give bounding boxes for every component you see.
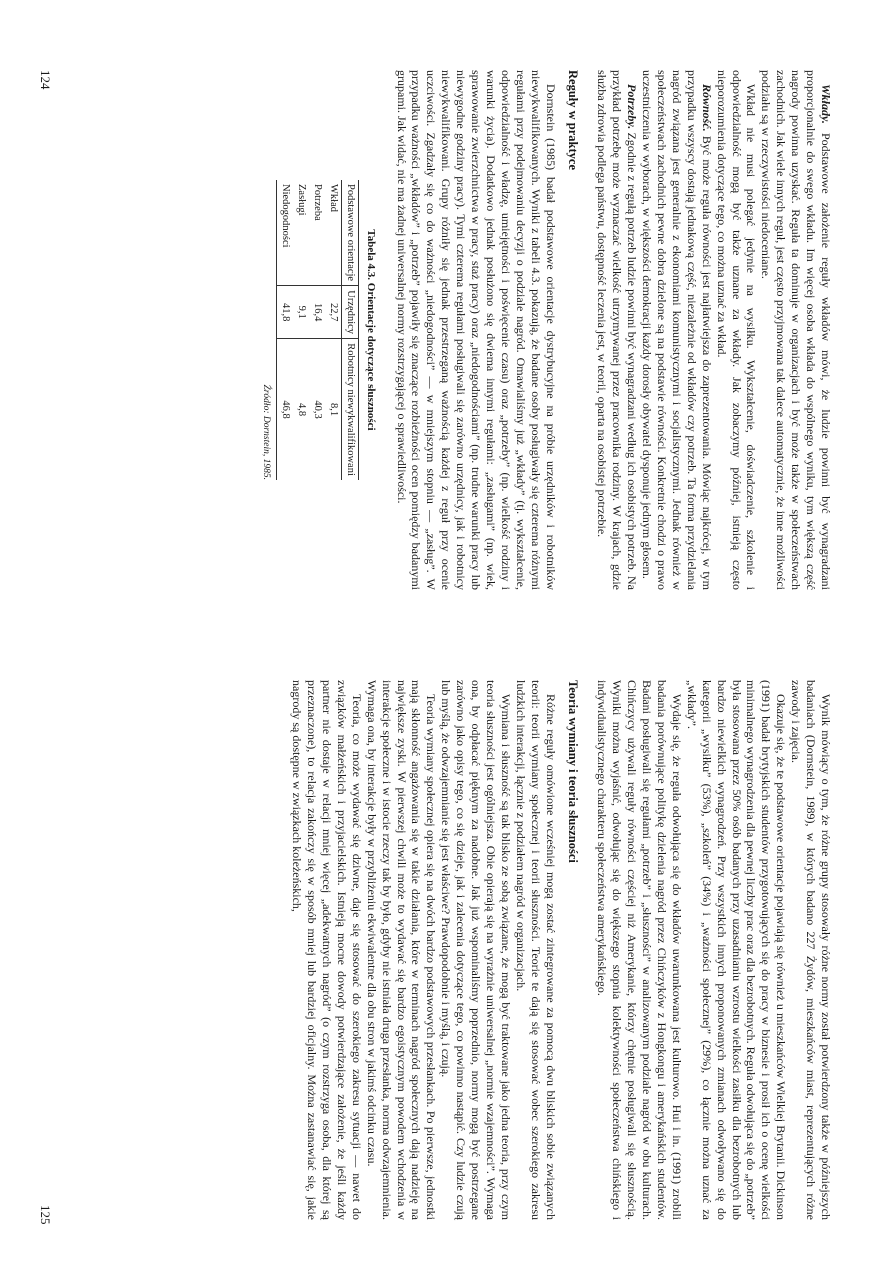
paragraph-text: Być może reguła równości jest najłatwiejsza do zaprezentowania. Mówiąc najkrócej, w tym przypadku wszyscy dostają jednakową część, niezależnie od wkładów czy potrzeb. Ta forma przydzielania nagród związana jest generalnie z ekonomiami komunistycznymi i socjalistycznymi. Jednak również w społeczeństwach zachodnich pewne dobra dzielone są na podstawie równości. Konkretnie chodzi o prawo uczestniczenia w wyborach, w większości demokracji każdy dorosły obywatel dysponuje jednym głosem. <box>640 70 714 590</box>
paragraph-wklad-forms: Wkład nie musi polegać jedynie na wysiłku. Wykształcenie, doświadczenie, szkolenie i odpowiedzialność mogą być także uznane za wkłady. Jak zobaczymy później, istnieją często nieporozumienia dotyczące tego, co można uznać za wkład. <box>714 70 759 590</box>
cell-value: 46,8 <box>276 339 293 480</box>
paragraph-text: Podstawowe założenie reguły wkładów mówi, że ludzie powinni być wynagradzani proporcjonalnie do swego wkładu. Im więcej osoba wkłada do wspólnego wyniku, tym większą część nagrody powinna uzyskać. Reguła ta dominuje w organizacjach i być może także w społeczeństwach zachodnich. Jak wiele innych reguł, jest często przyjmowana tak dalece automatycznie, że inne możliwości podziału są w rzeczywistości niedoceniane. <box>759 70 833 590</box>
row-label: Wkład <box>327 184 339 212</box>
table-row <box>293 180 309 480</box>
table-orientacje <box>258 180 378 480</box>
term-wklady: Wkłady. <box>819 84 833 124</box>
row-label: Potrzeba <box>311 184 323 221</box>
table-caption: Tabela 4.3. Orientacje dotyczące słuszności <box>364 229 377 431</box>
cell-value: 9,1 <box>293 286 309 339</box>
paragraph-dickinson: Okazuje się, że te podstawowe orientacje pojawiają się również u mieszkańców Wielkiej Brytanii. Dickinson (1991) badał brytyjskich studentów przygotowujących się do pracy w biznesie i prosił ich o ocenę wielkości minimalnego wynagrodzenia dla pewnej liczby prac oraz dla bezrobotnych. Reguła odwołująca się do „potrzeb” była stosowana przez 50% osób badanych przy uzasadnianiu wzrostu wielkości zasiłku dla bezrobotnych lub bardzo niewielkich wynagrodzeń. Przy wszystkich innych proponowanych zmianach odwoływano się do kategorii „wysiłku” (53%), „szkoleń” (34%) i „ważności społecznej” (29%), co łącznie można uznać za „wkłady”. <box>684 680 789 1220</box>
paragraph-text: Zgodnie z regułą potrzeb ludzie powinni być wynagradzani według ich osobistych potrzeb. Na przykład potrzebę może wyznaczać wielkość utrzymywanej przez pracownika rodziny. W krajach, gdzie służba zdrowia podlega państwu, dostępność leczenia jest, w teorii, oparta na osobistej potrzebie. <box>595 70 640 590</box>
cell-value: 40,3 <box>309 339 325 480</box>
page-number-left: 124 <box>38 70 53 90</box>
page-number-right: 125 <box>38 1205 53 1225</box>
row-label: Niedogodności <box>276 180 293 286</box>
row-label: Zasługi <box>295 184 307 216</box>
cell-value: 4,8 <box>293 339 309 480</box>
header-robotnicy: Robotnicy niewykwalifikowani <box>341 339 358 480</box>
cell-value: 16,4 <box>309 286 325 339</box>
table-row <box>309 180 325 480</box>
paragraph-wymiana-spoleczna: Teoria wymiany społecznej opiera się na dwóch bardzo podstawowych przesłankach. Po pierwsze, jednostki mają skłonność angażowania się w takie działania, które w terminach nagród społecznych dają nadzieję na największe zyski. W pierwszej chwili może to wydawać się bardzo egoistycznym powodem wchodzenia w interakcje społeczne i w istocie rzeczy tak by było, gdyby nie istniała druga przesłanka, norma odwzajemnienia. Wymaga ona, by interakcje były w przybliżeniu ekwiwalentne dla obu stron w jakimś odcinku czasu. <box>364 680 439 1220</box>
cell-value: 8,1 <box>325 339 342 480</box>
heading-teoria-wymiany: Teoria wymiany i teoria słuszności <box>566 680 581 863</box>
heading-reguly-w-praktyce: Reguły w praktyce <box>566 70 581 170</box>
left-page <box>258 70 833 590</box>
paragraph-wklady <box>758 70 833 590</box>
table-row <box>276 180 293 480</box>
term-potrzeby: Potrzeby. <box>625 84 640 130</box>
table-row <box>325 180 342 480</box>
paragraph-potrzeby <box>595 70 640 590</box>
cell-value: 22,7 <box>325 286 342 339</box>
paragraph-teoria-zastosowanie: Teoria, co może wydawać się dziwne, daje się stosować do szerokiego zakresu sytuacji — nawet do związków małżeńskich i przyjacielskich. Istnieją mocne dowody potwierdzające założenie, że jeśli każdy partner nie dostaje w relacji mniej więcej „adekwatnych nagród” (o czym rozstrzyga osoba, dla której są przeznaczone), to relacja zakończy się w sposób mniej lub bardziej oficjalny. Można zastanawiać się, jakie nagrody są dostępne w związkach koleżeńskich, <box>290 680 364 1220</box>
paragraph-dornstein: Dornstein (1985) badał podstawowe orientacje dystrybucyjne na próbie urzędników i robotników niewykwalifikowanych. Wyniki z tabeli 4.3. pokazują, że badane osoby posługiwały się czterema różnymi regułami przy podejmowaniu decyzji o podziale nagród. Omawialiśmy już „wkłady” (tj. wykształcenie, odpowiedzialność i władzę, umiejętności i poświęcenie czasu) oraz „potrzeby” (np. wielkość rodziny i warunki życia). Dodatkowo jednak posłużono się dwiema innymi regułami: „zasługami” (np. wiek, sprawowanie zwierzchnictwa w pracy, staż pracy) oraz „niedogodnościami” (np. trudne warunki pracy lub niewygodne godziny pracy). Tymi czterema regułami posługiwali się zarówno urzędnicy, jak i robotnicy niewykwalifikowani. Grupy różniły się jednak przestrzeganą ważnością każdej z reguł przy ocenie uczciwości. Zgadzały się co do ważności „niedogodności” — w mniejszym stopniu — „zasług”. W przypadku ważności „wkładów” i „potrzeb” pojawiły się znaczące rozbieżności ocen pomiędzy badanymi grupami. Jak widać, nie ma żadnej uniwersalnej normy rozstrzygającej o sprawiedliwości. <box>394 70 558 590</box>
table-header-row <box>341 180 358 480</box>
cell-value: 41,8 <box>276 286 293 339</box>
header-orientacje: Podstawowe orientacje <box>341 180 358 286</box>
paragraph-wymiana-slusznosc: Wymiana i słuszność są tak blisko ze sobą związane, że mogą być traktowane jako jedna teoria, przy czym teoria słuszności jest ogólniejsza. Obie opierają się na wyrażnie uniwersalnej „normie wzajemności”. Wymaga ona, by odpłacać pięknym za nadobne. Jak już wspominaliśmy poprzednio, normy mogą być postrzegane zarówno jako opisy tego, co się dzieje, jak i zalecenia dotyczące tego, co powinno nastąpić. Czy ludzie czują lub myślą, że odwzajemnianie się jest właściwe? Prawdopodobnie i myślą, i czują. <box>439 680 513 1220</box>
paragraph-rownosc <box>639 70 714 590</box>
right-page <box>289 680 833 1220</box>
paragraph-dornstein-1989: Wynik mówiący o tym, że różne grupy stosowały różne normy został potwierdzony także w późniejszych badaniach (Dornstein, 1989), w których badano 227 Żydów, mieszkańców miast, reprezentujących różne zawody i zajęcia. <box>789 680 833 1220</box>
data-table <box>276 180 359 480</box>
header-urzednicy: Urzędnicy <box>341 286 358 339</box>
term-rownosc: Równość. <box>699 84 714 132</box>
paragraph-hui: Wydaje się, że reguła odwołująca się do wkładów uwarunkowana jest kulturowo. Hui i in. (1991) zrobili badania porównujące politykę dzielenia nagród przez Chińczyków z Hongkongu i amerykańskich studentów. Badani posługiwali się regułami „potrzeb” i „słuszności” w analizowanym podziale nagród w obu kulturach. Chińczycy używali reguły równości częściej niż Amerykanie, którzy chętnie posługiwali się słusznością. Wyniki można wyjaśnić, odwołując się do większego stopnia kolektywności społeczeństwa chińskiego i indywidualistycznego charakteru społeczeństwa amerykańskiego. <box>595 680 684 1220</box>
paragraph-teorie-intro: Różne reguły omówione wcześniej mogą zostać zintegrowane za pomocą dwu bliskich sobie związanych teorii: teorii wymiany społecznej i teorii słuszności. Teorie te dają się stosować wobec szerokiego zakresu ludzkich interakcji, łącznie z podziałem nagród w organizacjach. <box>513 680 558 1220</box>
table-source: Źródło: Dornstein, 1985. <box>260 384 271 480</box>
